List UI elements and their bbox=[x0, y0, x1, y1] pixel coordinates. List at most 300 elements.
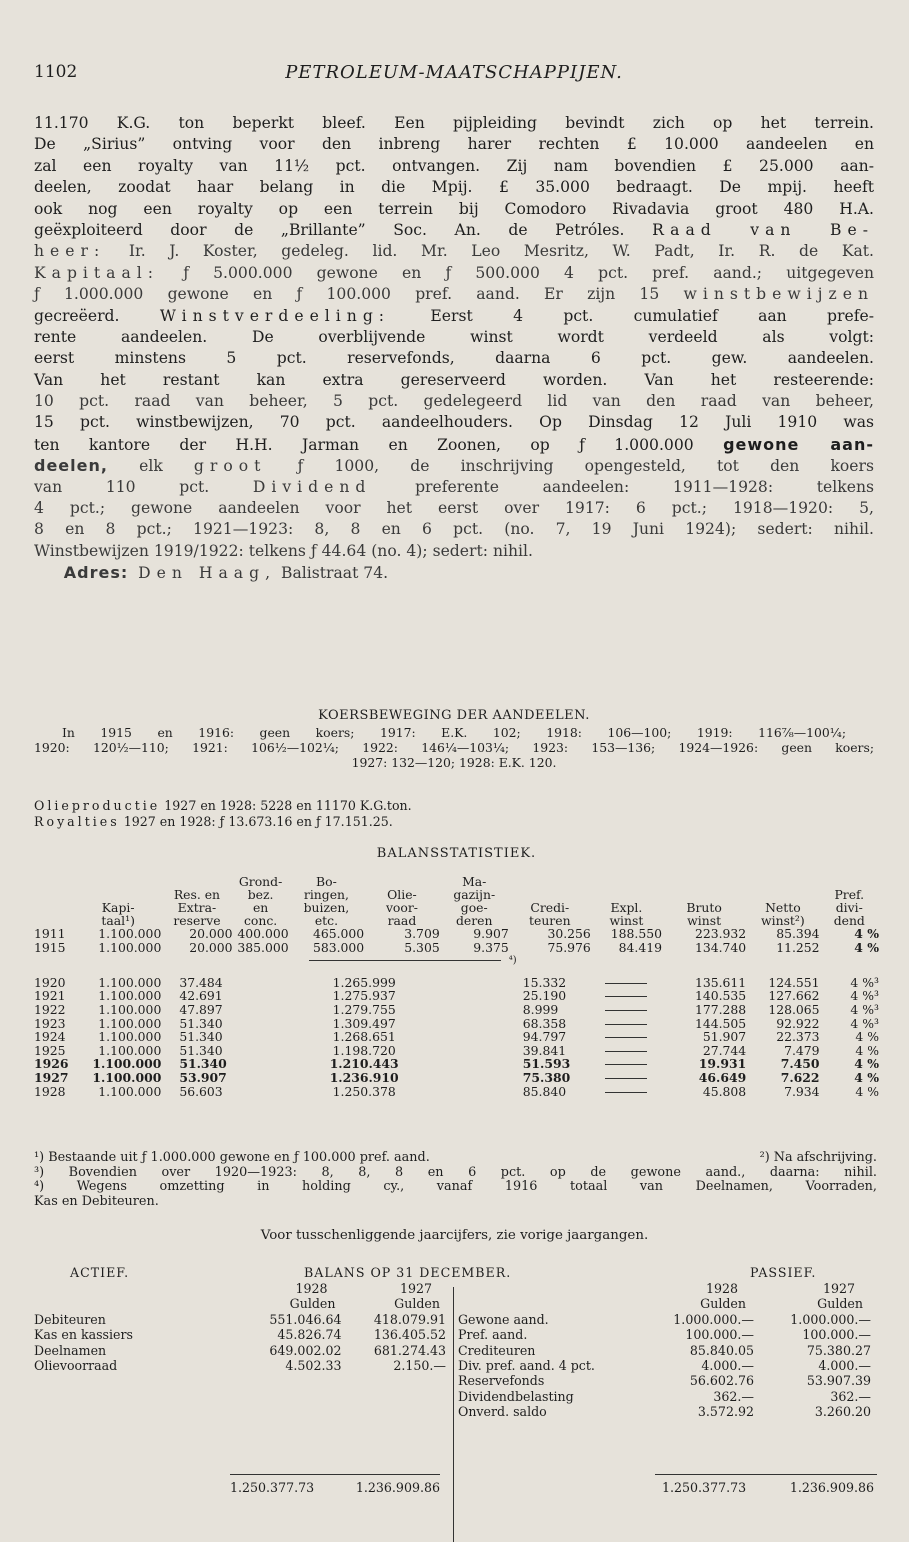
header-line: Bruto bbox=[686, 900, 722, 915]
passief-value: 362.— bbox=[830, 1388, 871, 1404]
stats-gap-row bbox=[34, 954, 879, 968]
text-line: Winstbewijzen 1919/1922: telkens ƒ 44.64 (no. 4); sedert: nihil. bbox=[34, 541, 533, 560]
passief-value: 85.840.05 bbox=[689, 1342, 754, 1358]
stats-cell: 1924 bbox=[34, 1029, 66, 1045]
stats-cell: 140.535 bbox=[694, 988, 747, 1004]
header-line: divi- bbox=[835, 900, 863, 915]
stats-cell: 144.505 bbox=[694, 1015, 747, 1031]
stats-cell: 7.622 bbox=[780, 1069, 820, 1085]
header-line: buizen, bbox=[303, 900, 350, 915]
expl-dash bbox=[591, 1071, 662, 1085]
actief-value: 649.002.02 bbox=[269, 1342, 342, 1358]
text-line: Adres: Den Haag, Balistraat 74. bbox=[63, 563, 389, 583]
col-kapitaal bbox=[75, 862, 161, 927]
header-line: gazijn- bbox=[453, 887, 496, 902]
passief-row bbox=[458, 1358, 877, 1373]
passief-value: 100.000.— bbox=[802, 1327, 871, 1343]
stats-cell: 4 % bbox=[855, 1029, 879, 1045]
stats-title: BALANSSTATISTIEK. bbox=[376, 846, 537, 861]
header-line bbox=[75, 862, 161, 875]
stats-cell: 4 %³ bbox=[850, 1015, 879, 1031]
header-line: etc. bbox=[314, 913, 339, 928]
passief-value: 53.907.39 bbox=[806, 1373, 871, 1389]
expl-dash bbox=[591, 1003, 662, 1017]
actief-value: 4.502.33 bbox=[285, 1358, 342, 1374]
section-label-kapitaal: Kapitaal: bbox=[34, 263, 160, 282]
actief-value: 418.079.91 bbox=[373, 1311, 446, 1327]
header-line bbox=[662, 875, 746, 888]
stats-cell: 1911 bbox=[34, 926, 66, 941]
passief-total-1928: 1.250.377.73 bbox=[662, 1480, 747, 1495]
stats-cell: 134.740 bbox=[694, 939, 747, 955]
stats-cell: 30.256 bbox=[547, 926, 591, 941]
passief-totals bbox=[662, 1480, 874, 1495]
stats-cell: 1.100.000 bbox=[98, 1015, 162, 1031]
text-line: geëxploiteerd door de „Brillante” Soc. An. de Petróles. Raad van Be- bbox=[34, 220, 874, 239]
empty-cell bbox=[233, 1071, 289, 1085]
col-reserve bbox=[161, 862, 232, 927]
stats-cell: 75.976 bbox=[547, 939, 591, 955]
stats-cell: 1.236.910 bbox=[329, 1069, 399, 1085]
vorige-jaargangen-note: Voor tusschenliggende jaarcijfers, zie vorige jaargangen. bbox=[260, 1228, 649, 1243]
stats-cell: 85.840 bbox=[522, 1083, 567, 1099]
text-line: deelen, elk groot ƒ 1000, de inschrijving opengesteld, tot den koers bbox=[34, 456, 874, 476]
footnote: Kas en Debiteuren. bbox=[34, 1193, 159, 1209]
passief-row bbox=[458, 1327, 877, 1342]
stats-cell: 4 % bbox=[854, 1069, 879, 1085]
passief-label: Pref. aand. bbox=[458, 1327, 528, 1343]
empty-cell bbox=[440, 1085, 509, 1099]
text-line: deelen, zoodat haar belang in die Mpij. £ 35.000 bedraagt. De mpij. heeft bbox=[34, 178, 874, 197]
stats-cell: 4 % bbox=[854, 926, 879, 941]
text-line: ook nog een royalty op een terrein bij Comodoro Rivadavia groot 480 H.A. bbox=[34, 199, 874, 218]
passief-row bbox=[458, 1343, 877, 1358]
stats-cell: 47.897 bbox=[179, 1001, 223, 1017]
stats-cell: 583.000 bbox=[312, 939, 365, 955]
empty-cell bbox=[233, 1085, 289, 1099]
empty-cell bbox=[233, 976, 289, 990]
stats-cell: 223.932 bbox=[694, 926, 747, 941]
stats-cell: 1.309.497 bbox=[332, 1015, 396, 1031]
stats-cell: 68.358 bbox=[522, 1015, 567, 1031]
stats-cell: 1.210.443 bbox=[329, 1056, 399, 1072]
stats-cell: 1921 bbox=[34, 988, 66, 1004]
stats-cell: 124.551 bbox=[768, 974, 820, 990]
stats-cell: 7.450 bbox=[780, 1056, 820, 1072]
balans-divider bbox=[453, 1287, 454, 1542]
stats-cell: 4 % bbox=[854, 1056, 879, 1072]
stats-cell: 84.419 bbox=[618, 939, 663, 955]
stats-cell: 94.797 bbox=[522, 1029, 567, 1045]
passief-row bbox=[458, 1404, 877, 1419]
header-line bbox=[746, 875, 819, 888]
stats-row bbox=[34, 1071, 879, 1085]
header-line: voor- bbox=[385, 900, 418, 915]
actief-label: Kas en kassiers bbox=[34, 1327, 133, 1343]
footnotes bbox=[34, 1151, 877, 1209]
actief-label: ACTIEF. bbox=[70, 1265, 130, 1280]
stats-row bbox=[34, 927, 879, 941]
unit-row: Gulden Gulden bbox=[289, 1296, 440, 1312]
empty-cell bbox=[440, 1030, 509, 1044]
stats-cell: 15.332 bbox=[522, 974, 567, 990]
actief-value: 45.826.74 bbox=[277, 1327, 342, 1343]
header-line: Pref. bbox=[834, 887, 865, 902]
header-line bbox=[509, 875, 591, 888]
dash-rule bbox=[605, 1051, 647, 1052]
stats-row bbox=[34, 976, 879, 990]
actief-row bbox=[34, 1358, 452, 1373]
stats-cell: 46.649 bbox=[698, 1069, 747, 1085]
footnote: ⁴) Wegens omzetting in holding cy., vanaf 1916 totaal van Deelnamen, Voorraden, bbox=[34, 1179, 877, 1195]
stats-cell: 1.250.378 bbox=[332, 1083, 396, 1099]
stats-cell: 92.922 bbox=[776, 1015, 820, 1031]
header-line: Grond- bbox=[238, 874, 283, 889]
text-line: gecreëerd. Winstverdeeling: Eerst 4 pct. cumulatief aan prefe- bbox=[34, 306, 874, 325]
empty-cell bbox=[233, 989, 289, 1003]
header-line: deren bbox=[455, 913, 493, 928]
stats-cell: 1.275.937 bbox=[332, 988, 396, 1004]
stats-row bbox=[34, 1057, 879, 1071]
text-line: 10 pct. raad van beheer, 5 pct. gedelegeerd lid van den raad van beheer, bbox=[34, 392, 874, 411]
actief-row bbox=[34, 1312, 452, 1327]
stats-table bbox=[34, 862, 879, 1098]
stats-cell: 128.065 bbox=[768, 1001, 820, 1017]
header-line: raad bbox=[387, 913, 417, 928]
koers-line: In 1915 en 1916: geen koers; 1917: E.K. 102; 1918: 106—100; 1919: 116⅞—100¼; bbox=[62, 725, 846, 740]
text-line: 8 en 8 pct.; 1921—1923: 8, 8 en 6 pct. (no. 7, 19 Juni 1924); sedert: nihil. bbox=[34, 520, 874, 539]
dash-rule bbox=[605, 1064, 647, 1065]
header-line: conc. bbox=[243, 913, 278, 928]
actief-total-1928: 1.250.377.73 bbox=[230, 1480, 315, 1495]
stats-cell: 1920 bbox=[34, 974, 66, 990]
empty-cell bbox=[440, 1017, 509, 1031]
stats-cell: 177.288 bbox=[694, 1001, 747, 1017]
empty-cell bbox=[233, 1003, 289, 1017]
empty-cell bbox=[440, 976, 509, 990]
stats-cell: 51.907 bbox=[702, 1029, 747, 1045]
dash-rule bbox=[605, 1037, 647, 1038]
stats-cell: 1925 bbox=[34, 1042, 66, 1058]
header-line: Expl. bbox=[610, 900, 643, 915]
stats-row bbox=[34, 941, 879, 955]
passief-label: Crediteuren bbox=[458, 1342, 536, 1358]
text-line: 4 pct.; gewone aandeelen voor het eerst over 1917: 6 pct.; 1918—1920: 5, bbox=[34, 499, 874, 518]
stats-cell: 1.198.720 bbox=[332, 1042, 396, 1058]
actief-table bbox=[34, 1281, 452, 1373]
dash-rule bbox=[605, 996, 647, 997]
page-number: 1102 bbox=[34, 62, 78, 82]
stats-cell: 188.550 bbox=[610, 926, 663, 941]
stats-row bbox=[34, 1085, 879, 1099]
stats-cell: 3.709 bbox=[404, 926, 440, 941]
col-pref bbox=[820, 862, 879, 927]
stats-cell: 20.000 bbox=[189, 926, 233, 941]
dash-rule bbox=[605, 983, 647, 984]
stats-cell: 11.252 bbox=[776, 939, 820, 955]
stats-cell: 8.999 bbox=[522, 1001, 559, 1017]
passief-total-1927: 1.236.909.86 bbox=[789, 1480, 874, 1495]
passief-value: 75.380.27 bbox=[806, 1342, 871, 1358]
stats-cell: 1.100.000 bbox=[98, 939, 162, 955]
text-line: Kapitaal: ƒ 5.000.000 gewone en ƒ 500.000 4 pct. pref. aand.; uitgegeven bbox=[34, 263, 874, 282]
text-line: De „Sirius” ontving voor den inbreng harer rechten £ 10.000 aandeelen en bbox=[34, 135, 874, 154]
actief-value: 681.274.43 bbox=[373, 1342, 446, 1358]
stats-cell: 51.340 bbox=[179, 1015, 223, 1031]
balans-header bbox=[34, 1265, 877, 1281]
stats-cell: 4 %³ bbox=[850, 974, 879, 990]
passief-value: 56.602.76 bbox=[689, 1373, 754, 1389]
stats-cell: 1.100.000 bbox=[98, 1029, 162, 1045]
balansstatistiek-section bbox=[34, 846, 879, 1098]
passief-label: Onverd. saldo bbox=[458, 1404, 547, 1420]
text-line: 15 pct. winstbewijzen, 70 pct. aandeelhouders. Op Dinsdag 12 Juli 1910 was bbox=[34, 413, 874, 432]
actief-value: 136.405.52 bbox=[373, 1327, 446, 1343]
passief-label: Gewone aand. bbox=[458, 1311, 549, 1327]
stats-cell: 1923 bbox=[34, 1015, 66, 1031]
header-line: bez. bbox=[247, 887, 274, 902]
stats-cell: 51.340 bbox=[179, 1029, 223, 1045]
col-magazijn bbox=[440, 862, 509, 927]
actief-value: 551.046.64 bbox=[269, 1311, 342, 1327]
stats-cell: 9.907 bbox=[473, 926, 509, 941]
footnote: ¹) Bestaande uit ƒ 1.000.000 gewone en ƒ 100.000 pref. aand. ²) Na afschrijving. bbox=[34, 1150, 877, 1165]
expl-dash bbox=[591, 1017, 662, 1031]
empty-cell bbox=[233, 1030, 289, 1044]
page-header bbox=[34, 62, 874, 88]
header-line bbox=[591, 875, 662, 888]
stats-cell: 75.380 bbox=[522, 1069, 571, 1085]
empty-cell bbox=[440, 1057, 509, 1071]
stats-row bbox=[34, 1030, 879, 1044]
stats-cell: 1928 bbox=[34, 1083, 66, 1099]
stats-row bbox=[34, 1017, 879, 1031]
passief-value: 4.000.— bbox=[701, 1358, 754, 1374]
stats-cell: 19.931 bbox=[698, 1056, 747, 1072]
stats-cell: 1.100.000 bbox=[92, 1069, 162, 1085]
actief-label: Debiteuren bbox=[34, 1311, 106, 1327]
actief-label: Olievoorraad bbox=[34, 1358, 118, 1374]
header-line: winst bbox=[609, 913, 644, 928]
running-title: PETROLEUM-MAATSCHAPPIJEN. bbox=[285, 62, 623, 83]
stats-cell: 1.279.755 bbox=[332, 1001, 396, 1017]
stats-cell: 4 %³ bbox=[850, 1001, 879, 1017]
header-line: Ma- bbox=[462, 874, 487, 889]
col-expl bbox=[591, 862, 662, 927]
stats-cell: 1.100.000 bbox=[98, 926, 162, 941]
stats-cell: 27.744 bbox=[702, 1042, 747, 1058]
header-line: Bo- bbox=[316, 874, 337, 889]
passief-value: 4.000.— bbox=[818, 1358, 871, 1374]
text-line: van 110 pct. Dividend preferente aandeelen: 1911—1928: telkens bbox=[34, 477, 874, 496]
stats-cell: 1926 bbox=[34, 1056, 69, 1072]
company-description bbox=[34, 113, 874, 584]
stats-cell: 1.100.000 bbox=[98, 1001, 162, 1017]
text-line: Van het restant kan extra gereserveerd worden. Van het resteerende: bbox=[34, 370, 874, 389]
stats-cell: 56.603 bbox=[179, 1083, 223, 1099]
header-line bbox=[75, 875, 161, 888]
text-line: rente aandeelen. De overblijvende winst wordt verdeeld als volgt: bbox=[34, 327, 874, 346]
empty-cell bbox=[440, 1044, 509, 1058]
passief-value: 362.— bbox=[713, 1388, 754, 1404]
col-grond bbox=[233, 862, 289, 927]
expl-dash bbox=[591, 1044, 662, 1058]
stats-cell: 9.375 bbox=[473, 939, 509, 955]
col-crediteuren bbox=[509, 862, 591, 927]
stats-cell: 135.611 bbox=[694, 974, 747, 990]
empty-cell bbox=[440, 989, 509, 1003]
actief-total-1927: 1.236.909.86 bbox=[355, 1480, 440, 1495]
empty-cell bbox=[233, 1057, 289, 1071]
stats-cell: 4 %³ bbox=[850, 988, 879, 1004]
passief-label: Dividendbelasting bbox=[458, 1388, 574, 1404]
header-line: Credi- bbox=[530, 900, 570, 915]
productie-section bbox=[34, 798, 412, 830]
section-label-winstverdeeling: Winstverdeeling: bbox=[159, 306, 391, 325]
dash-rule bbox=[605, 1078, 647, 1079]
header-line: reserve bbox=[173, 913, 221, 928]
passief-value: 3.260.20 bbox=[814, 1404, 871, 1420]
text-line: ten kantore der H.H. Jarman en Zoonen, op ƒ 1.000.000 gewone aan- bbox=[34, 434, 875, 454]
header-line: Kapi- bbox=[101, 900, 135, 915]
dash-rule bbox=[605, 1010, 647, 1011]
stats-cell: 22.373 bbox=[776, 1029, 820, 1045]
text-line: heer: Ir. J. Koster, gedeleg. lid. Mr. Leo Mesritz, W. Padt, Ir. R. de Kat. bbox=[34, 242, 874, 261]
koersbeweging-section bbox=[34, 708, 874, 770]
stats-cell: 85.394 bbox=[776, 926, 820, 941]
stats-cell: 5.305 bbox=[404, 939, 440, 955]
actief-row bbox=[34, 1327, 452, 1342]
empty-cell bbox=[440, 1071, 509, 1085]
brace-rule bbox=[309, 960, 501, 961]
stats-cell: 4 % bbox=[855, 1042, 879, 1058]
passief-total-rule bbox=[655, 1474, 877, 1475]
header-line: teuren bbox=[529, 913, 571, 928]
stats-cell: 42.691 bbox=[179, 988, 223, 1004]
passief-value: 1.000.000.— bbox=[673, 1311, 754, 1327]
expl-dash bbox=[591, 1030, 662, 1044]
stats-cell: 1.100.000 bbox=[98, 1042, 162, 1058]
header-line: Extra- bbox=[177, 900, 217, 915]
koers-line: 1920: 120½—110; 1921: 106½—102¼; 1922: 146¼—103¼; 1923: 153—136; 1924—1926: geen koers; bbox=[34, 740, 874, 755]
header-line: winst bbox=[687, 913, 722, 928]
stats-cell: 465.000 bbox=[312, 926, 365, 941]
section-label-raad: Raad van Be- bbox=[652, 220, 874, 239]
text-line: ƒ 1.000.000 gewone en ƒ 100.000 pref. aand. Er zijn 15 winstbewijzen bbox=[34, 285, 874, 304]
footnote: ³) Bovendien over 1920—1923: 8, 8, 8 en 6 pct. op de gewone aand., daarna: nihil. bbox=[34, 1164, 877, 1180]
stats-row bbox=[34, 1003, 879, 1017]
stats-cell: 1927 bbox=[34, 1069, 69, 1085]
stats-header-row bbox=[34, 862, 879, 927]
col-bruto bbox=[662, 862, 746, 927]
stats-cell: 1915 bbox=[34, 939, 66, 955]
passief-value: 1.000.000.— bbox=[790, 1311, 871, 1327]
stats-cell: 4 % bbox=[854, 939, 879, 955]
header-line: Netto bbox=[765, 900, 801, 915]
actief-label: Deelnamen bbox=[34, 1342, 107, 1358]
col-netto bbox=[746, 862, 819, 927]
stats-cell: 1.268.651 bbox=[332, 1029, 396, 1045]
empty-cell bbox=[233, 1044, 289, 1058]
year-row: 1928 1927 bbox=[705, 1281, 855, 1296]
stats-cell: 1.100.000 bbox=[98, 974, 162, 990]
text-line: zal een royalty van 11½ pct. ontvangen. Zij nam bovendien £ 25.000 aan- bbox=[34, 156, 874, 175]
actief-value: 2.150.— bbox=[393, 1358, 446, 1374]
stats-row bbox=[34, 1044, 879, 1058]
header-line: taal¹) bbox=[101, 913, 135, 928]
passief-value: 3.572.92 bbox=[697, 1404, 754, 1420]
stats-cell: 51.340 bbox=[179, 1042, 223, 1058]
empty-cell bbox=[233, 1017, 289, 1031]
stats-cell: 20.000 bbox=[189, 939, 233, 955]
dash-rule bbox=[605, 1024, 647, 1025]
empty-cell bbox=[440, 1003, 509, 1017]
passief-row bbox=[458, 1373, 877, 1388]
stats-cell: 7.934 bbox=[784, 1083, 820, 1099]
koers-title: KOERSBEWEGING DER AANDEELEN. bbox=[318, 708, 590, 723]
year-row: 1928 1927 bbox=[295, 1281, 432, 1296]
stats-cell: 7.479 bbox=[784, 1042, 820, 1058]
section-label-dividend: Dividend bbox=[252, 477, 372, 496]
stats-cell: 1922 bbox=[34, 1001, 66, 1017]
passief-row bbox=[458, 1312, 877, 1327]
passief-label: Div. pref. aand. 4 pct. bbox=[458, 1358, 595, 1374]
expl-dash bbox=[591, 1057, 662, 1071]
header-line: goe- bbox=[460, 900, 488, 915]
stats-cell: 39.841 bbox=[522, 1042, 567, 1058]
text-line: 11.170 K.G. ton beperkt bleef. Een pijpleiding bevindt zich op het terrein. bbox=[34, 114, 874, 132]
col-boringen bbox=[289, 862, 365, 927]
header-line: ringen, bbox=[303, 887, 349, 902]
stats-cell: 1.100.000 bbox=[98, 1083, 162, 1099]
text-line: eerst minstens 5 pct. reservefonds, daarna 6 pct. gew. aandeelen. bbox=[34, 349, 874, 368]
header-line: dend bbox=[833, 913, 865, 928]
stats-cell: 45.808 bbox=[702, 1083, 747, 1099]
header-line: en bbox=[252, 900, 269, 915]
unit-row: Gulden Gulden bbox=[700, 1296, 863, 1312]
dash-rule bbox=[605, 1092, 647, 1093]
stats-cell: 127.662 bbox=[768, 988, 820, 1004]
stats-cell: 400.000 bbox=[237, 926, 289, 941]
passief-label: Reservefonds bbox=[458, 1373, 545, 1389]
stats-cell: 37.484 bbox=[179, 974, 223, 990]
expl-dash bbox=[591, 1085, 662, 1099]
stats-cell: 1.100.000 bbox=[98, 988, 162, 1004]
stats-cell: 1.265.999 bbox=[332, 974, 396, 990]
koers-line: 1927: 132—120; 1928: E.K. 120. bbox=[351, 755, 557, 770]
stats-cell: 1.100.000 bbox=[92, 1056, 162, 1072]
header-line: Olie- bbox=[387, 887, 417, 902]
footnote-marker: ⁴) bbox=[508, 955, 517, 967]
stats-cell: 51.593 bbox=[522, 1056, 571, 1072]
actief-row bbox=[34, 1343, 452, 1358]
header-line: Res. en bbox=[173, 887, 221, 902]
passief-value: 100.000.— bbox=[685, 1327, 754, 1343]
expl-dash bbox=[591, 976, 662, 990]
stats-row bbox=[34, 989, 879, 1003]
section-label-adres: Adres: bbox=[63, 563, 129, 583]
actief-totals bbox=[230, 1480, 440, 1495]
stats-cell: 53.907 bbox=[179, 1069, 227, 1085]
header-line: winst²) bbox=[761, 913, 805, 928]
stats-cell: 4 % bbox=[855, 1083, 879, 1099]
stats-cell: 51.340 bbox=[179, 1056, 227, 1072]
passief-row bbox=[458, 1389, 877, 1404]
stats-cell: 25.190 bbox=[522, 988, 567, 1004]
passief-table bbox=[458, 1281, 877, 1420]
passief-label: PASSIEF. bbox=[750, 1265, 817, 1280]
stats-cell: 385.000 bbox=[237, 939, 289, 955]
